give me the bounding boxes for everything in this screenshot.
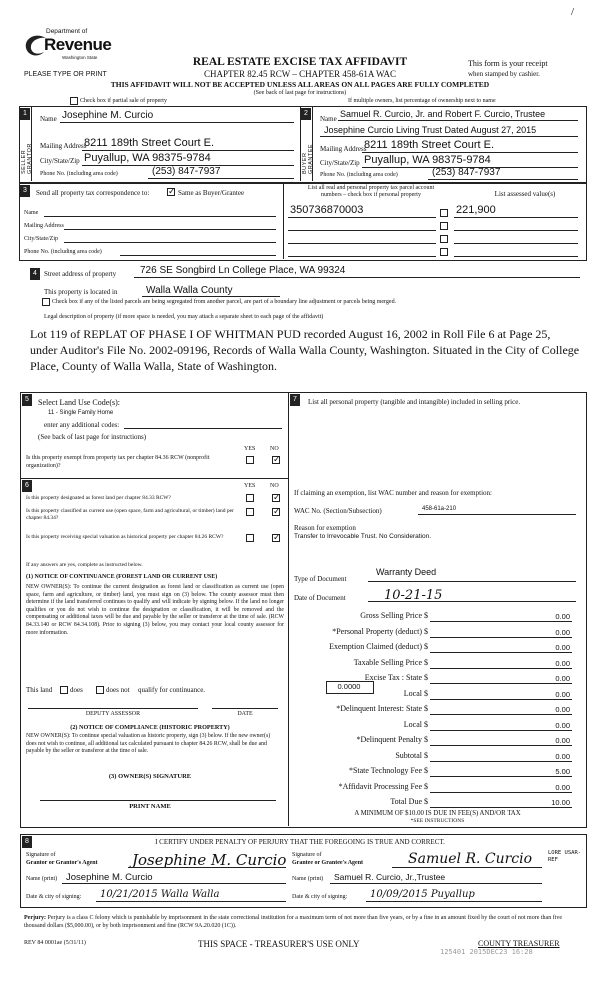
please-type: PLEASE TYPE OR PRINT — [24, 71, 107, 78]
calc-value-1[interactable]: 0.00 — [555, 627, 570, 637]
calc-label-9: Subtotal $ — [395, 750, 428, 760]
grantee-note: LORE USAR-REF — [548, 850, 582, 863]
calc-label-2: Exemption Claimed (deduct) $ — [329, 642, 428, 651]
assessed-value[interactable]: 221,900 — [456, 204, 496, 216]
does-label: does — [70, 686, 83, 694]
treasurer-stamp: 125401 2015DEC23 16:28 — [440, 948, 533, 956]
county-treasurer: COUNTY TREASURER — [478, 939, 560, 948]
grantor-signature[interactable]: Josephine M. Curcio — [132, 851, 287, 869]
current-use-no-checkbox[interactable] — [272, 508, 280, 516]
seller-address-label: Mailing Address — [40, 142, 87, 150]
calc-value-10[interactable]: 5.00 — [555, 767, 570, 776]
partial-sale-checkbox[interactable] — [70, 97, 78, 105]
parcel-2-personal-checkbox[interactable] — [440, 222, 448, 230]
logo-state: Washington State — [62, 55, 98, 60]
does-checkbox[interactable] — [60, 686, 68, 694]
seller-side-label: SELLER GRANTOR — [21, 143, 33, 174]
logo-department: Department of — [46, 28, 88, 35]
does-not-label: does not — [106, 686, 130, 694]
receipt-note-1: This form is your receipt — [468, 59, 548, 68]
see-instructions-note: *SEE INSTRUCTIONS — [410, 818, 465, 824]
minimum-note: A MINIMUM OF $10.00 IS DUE IN FEE(S) AND/OR TAX — [354, 810, 521, 817]
segregation-label: Check box if any of the listed parcels are being segregated from another parcel, are part of a boundary line adjustment or parcels being merged. — [52, 299, 397, 305]
this-land-label: This land — [26, 686, 53, 694]
corner-mark: / — [571, 6, 575, 18]
calc-value-12[interactable]: 10.00 — [551, 798, 570, 807]
buyer-phone-label: Phone No. (including area code) — [320, 172, 398, 178]
current-use-yes-checkbox[interactable] — [246, 508, 254, 516]
forest-no-checkbox[interactable] — [272, 494, 280, 502]
exempt-yes-checkbox[interactable] — [246, 456, 254, 464]
buyer-city[interactable]: Puyallup, WA 98375-9784 — [364, 154, 491, 166]
seller-name[interactable]: Josephine M. Curcio — [62, 110, 154, 121]
s5-yes-header: YES — [244, 446, 256, 452]
buyer-name-label: Name — [320, 115, 337, 123]
certify-statement: I CERTIFY UNDER PENALTY OF PERJURY THAT THE FOREGOING IS TRUE AND CORRECT. — [155, 838, 445, 846]
grantee-sig-label-2: Grantee or Grantee's Agent — [292, 860, 364, 866]
buyer-address-label: Mailing Address — [320, 145, 367, 153]
perjury-label: Perjury: — [24, 915, 46, 921]
seller-city[interactable]: Puyallup, WA 98375-9784 — [84, 152, 211, 164]
s5-no-header: NO — [270, 446, 279, 452]
grantor-date-city[interactable]: 10/21/2015 Walla Walla — [100, 889, 220, 900]
buyer-side-label: BUYER GRANTEE — [302, 143, 314, 174]
land-use-see-back: (See back of last page for instructions) — [38, 433, 147, 441]
enter-codes-label: enter any additional codes: — [44, 421, 120, 429]
calc-value-8[interactable]: 0.00 — [555, 736, 570, 745]
section-4-number: 4 — [30, 268, 40, 280]
form-chapter: CHAPTER 82.45 RCW – CHAPTER 458-61A WAC — [204, 69, 396, 79]
wac-number[interactable]: 458-61a-210 — [422, 506, 457, 512]
seller-phone-label: Phone No. (including area code) — [40, 171, 118, 177]
grantee-signature[interactable]: Samuel R. Curcio — [408, 851, 533, 867]
deputy-date-label: DATE — [237, 711, 253, 717]
legal-description[interactable]: Lot 119 of REPLAT OF PHASE I OF WHITMAN PUD recorded August 16, 2002 in Roll File 6 at Page 25, under Auditor's File No. 2002-09196, Records of Walla Walla County, Washington. Situated in the City of College Place, County of Walla Walla, State of Washington. — [30, 327, 580, 373]
section-7-number: 7 — [290, 394, 300, 406]
parcel-4-personal-checkbox[interactable] — [440, 248, 448, 256]
same-as-buyer-checkbox[interactable] — [167, 188, 175, 196]
forest-yes-checkbox[interactable] — [246, 494, 254, 502]
section-6-number: 6 — [22, 480, 32, 492]
calc-value-4[interactable]: 0.00 — [555, 674, 570, 683]
exemption-reason[interactable]: Transfer to Irrevocable Trust. No Consideration. — [294, 533, 432, 540]
calc-label-0: Gross Selling Price $ — [360, 611, 428, 620]
print-name-label: PRINT NAME — [129, 803, 171, 810]
land-use-code[interactable]: 11 - Single Family Home — [48, 410, 114, 416]
owner-signature-label: (3) OWNER(S) SIGNATURE — [108, 773, 192, 780]
calc-label-4: Excise Tax : State $ — [364, 673, 428, 682]
grantee-sig-label-1: Signature of — [292, 852, 322, 858]
reason-label: Reason for exemption — [294, 524, 356, 532]
grantee-date-label: Date & city of signing: — [292, 894, 348, 900]
treasurer-space: THIS SPACE - TREASURER'S USE ONLY — [198, 939, 360, 949]
section-1-number: 1 — [20, 108, 30, 120]
buyer-phone[interactable]: (253) 847-7937 — [432, 167, 501, 178]
calc-value-7[interactable]: 0.00 — [555, 720, 570, 730]
seller-address[interactable]: 8211 189th Street Court E. — [84, 137, 215, 149]
perjury-text: Perjury is a class C felony which is punishable by imprisonment in the state correctional institution for a maximum term of not more than five years, or by a fine in an amount fixed by the court of not more than five thousand dollars ($5,000.00), or by both imprisonment and fine (RCW 9A.20.020 (1C)). — [24, 915, 563, 929]
street-label: Street address of property — [44, 270, 117, 278]
calc-label-12: Total Due $ — [390, 797, 428, 806]
segregation-checkbox[interactable] — [42, 298, 50, 306]
grantee-date-city[interactable]: 10/09/2015 Puyallup — [370, 889, 475, 900]
form-number: REV 84 0001ae (5/31/11) — [24, 940, 86, 946]
legal-description-label: Legal description of property (if more space is needed, you may attach a separate sheet to each page of the affidavit) — [44, 314, 324, 320]
multiple-owners-label: If multiple owners, list percentage of ownership next to name — [348, 98, 496, 104]
perjury-notice — [24, 914, 580, 930]
does-not-checkbox[interactable] — [96, 686, 104, 694]
calc-label-10: *State Technology Fee $ — [348, 766, 428, 775]
grantee-name-label: Name (print) — [292, 876, 324, 882]
continuance-title: (1) NOTICE OF CONTINUANCE (FOREST LAND OR CURRENT USE) — [26, 574, 218, 580]
deputy-assessor-label: DEPUTY ASSESSOR — [85, 711, 141, 717]
personal-property-label: List all personal property (tangible and intangible) included in selling price. — [308, 398, 521, 406]
calc-value-11[interactable]: 0.00 — [555, 782, 570, 792]
parcel-1-personal-checkbox[interactable] — [440, 209, 448, 217]
grantor-sig-label-1: Signature of — [26, 852, 56, 858]
calc-label-3: Taxable Selling Price $ — [353, 657, 428, 667]
section-3-number: 3 — [20, 185, 30, 197]
calc-value-2[interactable]: 0.00 — [555, 643, 570, 652]
partial-sale-label: Check box if partial sale of property — [80, 98, 167, 104]
calc-label-5: Local $ — [403, 688, 428, 698]
buyer-city-label: City/State/Zip — [320, 159, 360, 167]
buyer-name-line2[interactable]: Josephine Curcio Living Trust Dated August 27, 2015 — [324, 125, 537, 135]
send-correspondence-label: Send all property tax correspondence to: — [36, 189, 150, 197]
current-use-question: Is this property classified as current use (open space, farm and agricultural, or timber) land per chapter 84.34? — [26, 508, 234, 521]
grantor-printed-name[interactable]: Josephine M. Curcio — [66, 872, 153, 883]
section-8-number: 8 — [22, 836, 32, 848]
section-2-number: 2 — [301, 108, 311, 120]
s3-mailing-label: Mailing Address — [24, 223, 64, 229]
parcel-number[interactable]: 350736870003 — [290, 204, 364, 216]
section-5-number: 5 — [22, 394, 32, 406]
document-date[interactable]: 10-21-15 — [384, 588, 443, 603]
property-street[interactable]: 726 SE Songbird Ln College Place, WA 99324 — [140, 265, 346, 276]
calc-value-0[interactable]: 0.00 — [555, 612, 570, 621]
qualify-label: qualify for continuance. — [138, 686, 206, 694]
compliance-title: (2) NOTICE OF COMPLIANCE (HISTORIC PROPERTY) — [70, 724, 230, 731]
same-as-buyer-label: Same as Buyer/Grantee — [178, 189, 245, 197]
calc-label-6: *Delinquent Interest: State $ — [336, 704, 428, 713]
document-type[interactable]: Warranty Deed — [376, 567, 437, 577]
forest-land-question: Is this property designated as forest land per chapter 84.33 RCW? — [26, 495, 171, 501]
s3-name-label: Name — [24, 210, 39, 216]
logo-name: Revenue — [44, 35, 112, 54]
land-use-title: Select Land Use Code(s): — [38, 398, 120, 407]
grantor-name-label: Name (print) — [26, 876, 58, 882]
header-see-back: (See back of last page for instructions) — [253, 90, 347, 96]
exemption-claim-label: If claiming an exemption, list WAC number and reason for exemption: — [294, 489, 492, 497]
grantor-sig-label-2: Grantor or Grantor's Agent — [26, 860, 98, 866]
grantee-printed-name[interactable]: Samuel R. Curcio, Jr.,Trustee — [334, 872, 446, 882]
calc-value-5[interactable]: 0.00 — [555, 689, 570, 699]
s3-phone-label: Phone No. (including area code) — [24, 249, 102, 255]
parcel-header-1: List all real and personal property tax parcel account — [307, 185, 435, 191]
if-yes-note: If any answers are yes, complete as instructed below. — [26, 562, 143, 568]
located-label: This property is located in — [44, 288, 118, 296]
seller-phone[interactable]: (253) 847-7937 — [152, 166, 221, 177]
calc-value-9[interactable]: 0.00 — [555, 751, 570, 761]
calc-value-6[interactable]: 0.00 — [555, 705, 570, 714]
s6-no-header: NO — [270, 483, 279, 489]
parcel-3-personal-checkbox[interactable] — [440, 235, 448, 243]
buyer-name[interactable]: Samuel R. Curcio, Jr. and Robert F. Curcio, Trustee — [340, 109, 546, 119]
parcel-header-2: numbers – check box if personal property — [321, 192, 421, 198]
compliance-text: NEW OWNER(S): To continue special valuation as historic property, sign (3) below. If the new owner(s) does not wish to continue, all additional tax calculated pursuant to chapter 84.26 RCW, shall be due and payable by the seller or transferor at the time of sale. — [26, 733, 271, 755]
calc-label-1: *Personal Property (deduct) $ — [332, 626, 428, 636]
form-warning: THIS AFFIDAVIT WILL NOT BE ACCEPTED UNLESS ALL AREAS ON ALL PAGES ARE FULLY COMPLETED — [110, 80, 490, 89]
property-county[interactable]: Walla Walla County — [146, 285, 233, 296]
buyer-address[interactable]: 8211 189th Street Court E. — [364, 139, 495, 151]
continuance-text: NEW OWNER(S): To continue the current designation as forest land or classification as current use (open space, farm and agriculture, or timber) land, you must sign on (3) below. The county assessor must then determine if the land transferred continues to qualify and will indicate by signing below. If the land no longer qualifies or you do not wish to continue the designation or classification, it will be removed and the compensating or additional taxes will be due and payable by the seller or transferor at the time of sale. (RCW 84.33.140 or RCW 84.34.108). Prior to signing (3) below, you may contact your local county assessor for more information. — [26, 584, 284, 636]
form-title: REAL ESTATE EXCISE TAX AFFIDAVIT — [192, 56, 408, 68]
exempt-no-checkbox[interactable] — [272, 456, 280, 464]
receipt-note-2: when stamped by cashier. — [468, 70, 540, 78]
grantor-date-label: Date & city of signing: — [26, 894, 82, 900]
doc-date-label: Date of Document — [294, 594, 346, 602]
s6-yes-header: YES — [244, 483, 256, 489]
seller-name-label: Name — [40, 115, 57, 123]
doc-type-label: Type of Document — [294, 575, 347, 583]
calc-label-7: Local $ — [403, 719, 428, 729]
historic-yes-checkbox[interactable] — [246, 534, 254, 542]
calc-value-3[interactable]: 0.00 — [555, 658, 570, 668]
historic-question: Is this property receiving special valuation as historical property per chapter 84.26 RCW? — [26, 534, 224, 540]
exempt-question: Is this property exempt from property tax per chapter 84.36 RCW (nonprofit organization)? — [26, 455, 210, 469]
historic-no-checkbox[interactable] — [272, 534, 280, 542]
wac-label: WAC No. (Section/Subsection) — [294, 507, 382, 515]
calc-label-11: *Affidavit Processing Fee $ — [338, 781, 428, 791]
calc-label-8: *Delinquent Penalty $ — [356, 735, 428, 744]
assessed-header: List assessed value(s) — [494, 190, 556, 198]
s3-city-label: City/State/Zip — [24, 236, 58, 242]
seller-city-label: City/State/Zip — [40, 157, 80, 165]
local-rate[interactable]: 0.0000 — [337, 682, 361, 691]
